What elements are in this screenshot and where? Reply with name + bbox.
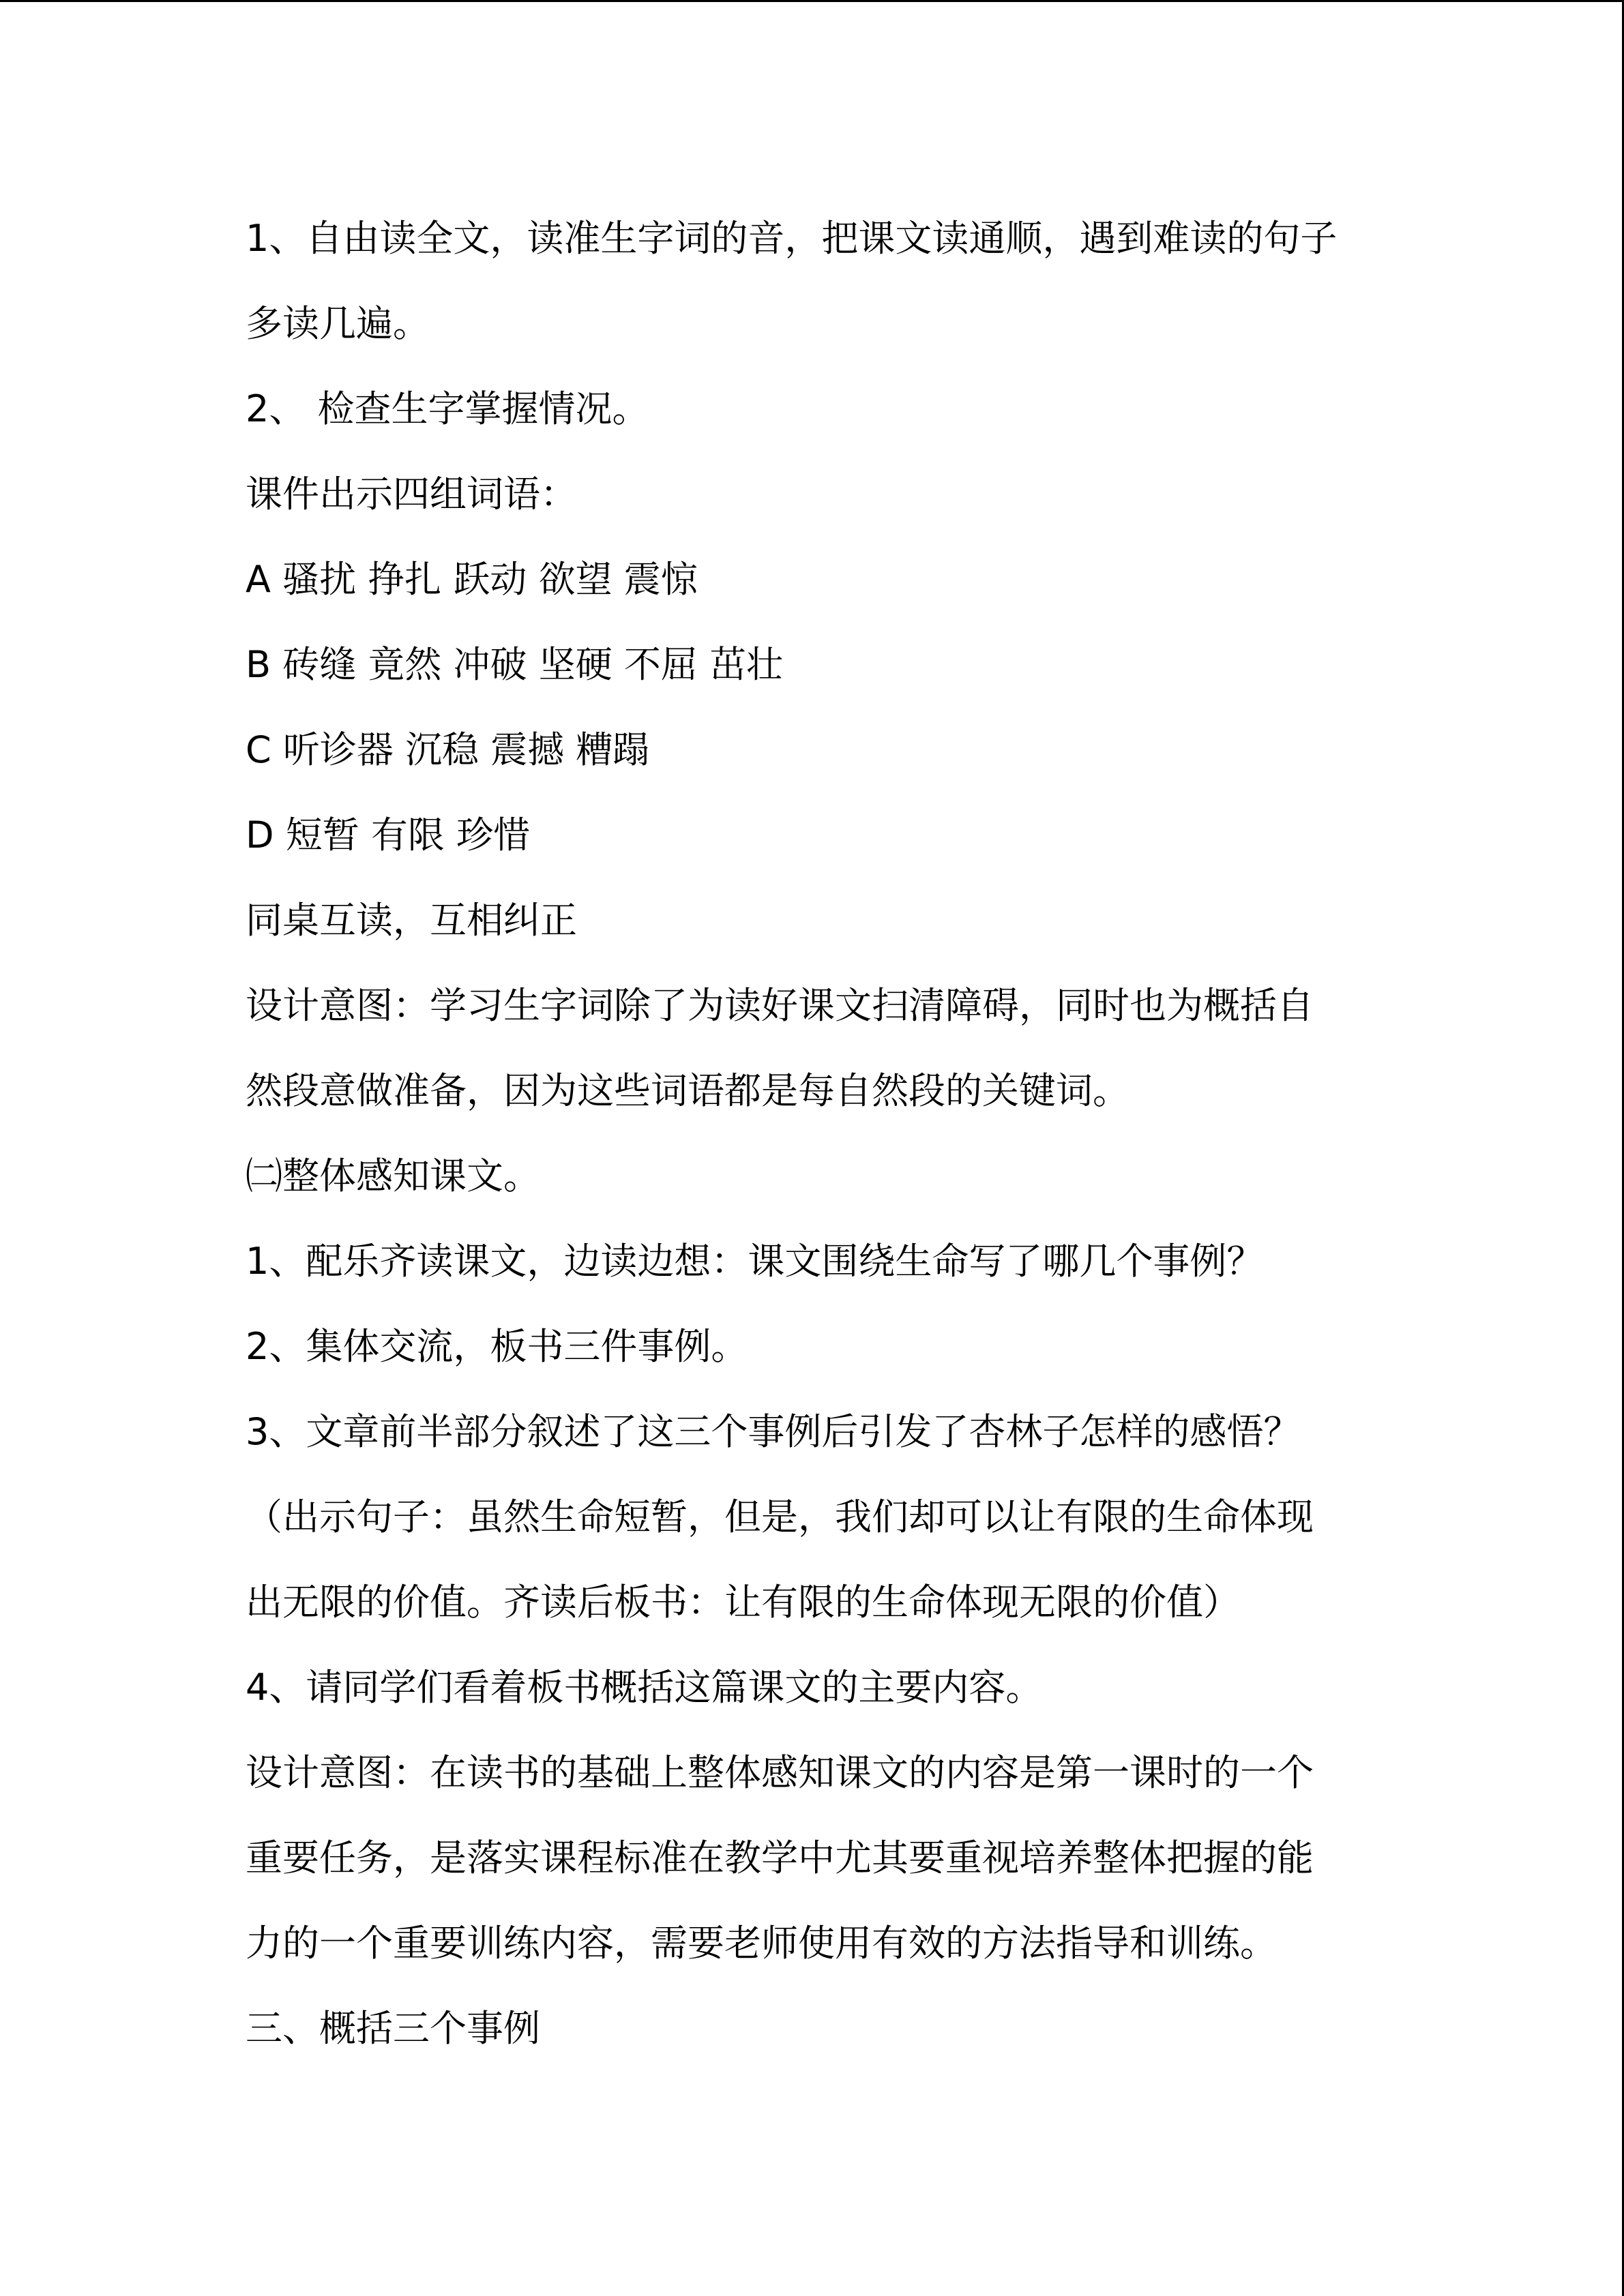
text-line-21: 力的一个重要训练内容，需要老师使用有效的方法指导和训练。	[246, 1922, 1277, 1965]
text-line-13: 1、配乐齐读课文，边读边想：课文围绕生命写了哪几个事例？	[246, 1240, 1264, 1283]
text-line-10: 设计意图：学习生字词除了为读好课文扫清障碍，同时也为概括自	[246, 984, 1314, 1027]
text-line-4: 课件出示四组词语：	[246, 473, 577, 516]
text-line-6: B 砖缝 竟然 冲破 坚硬 不屈 茁壮	[246, 643, 784, 686]
text-line-18: 4、请同学们看着板书概括这篇课文的主要内容。	[246, 1666, 1043, 1709]
text-line-22: 三、概括三个事例	[246, 2007, 540, 2050]
text-line-5: A 骚扰 挣扎 跃动 欲望 震惊	[246, 558, 698, 601]
page-border-top	[0, 0, 1624, 2]
text-line-17: 出无限的价值。齐读后板书：让有限的生命体现无限的价值）	[246, 1581, 1240, 1624]
text-line-3: 2、 检查生字掌握情况。	[246, 387, 649, 430]
text-line-20: 重要任务，是落实课程标准在教学中尤其要重视培养整体把握的能	[246, 1836, 1314, 1879]
text-line-7: C 听诊器 沉稳 震撼 糟蹋	[246, 728, 650, 771]
text-line-16: （出示句子：虽然生命短暂，但是，我们却可以让有限的生命体现	[246, 1495, 1314, 1538]
text-line-14: 2、集体交流，板书三件事例。	[246, 1325, 748, 1368]
text-line-15: 3、文章前半部分叙述了这三个事例后引发了杏林子怎样的感悟？	[246, 1410, 1301, 1453]
text-line-12: ㈡整体感知课文。	[246, 1154, 540, 1197]
text-line-9: 同桌互读，互相纠正	[246, 899, 577, 942]
text-line-1: 1、自由读全文，读准生字词的音，把课文读通顺，遇到难读的句子	[246, 217, 1338, 260]
text-line-11: 然段意做准备，因为这些词语都是每自然段的关键词。	[246, 1069, 1130, 1112]
text-line-19: 设计意图：在读书的基础上整体感知课文的内容是第一课时的一个	[246, 1751, 1314, 1794]
text-line-8: D 短暂 有限 珍惜	[246, 814, 531, 856]
text-line-2: 多读几遍。	[246, 302, 430, 345]
